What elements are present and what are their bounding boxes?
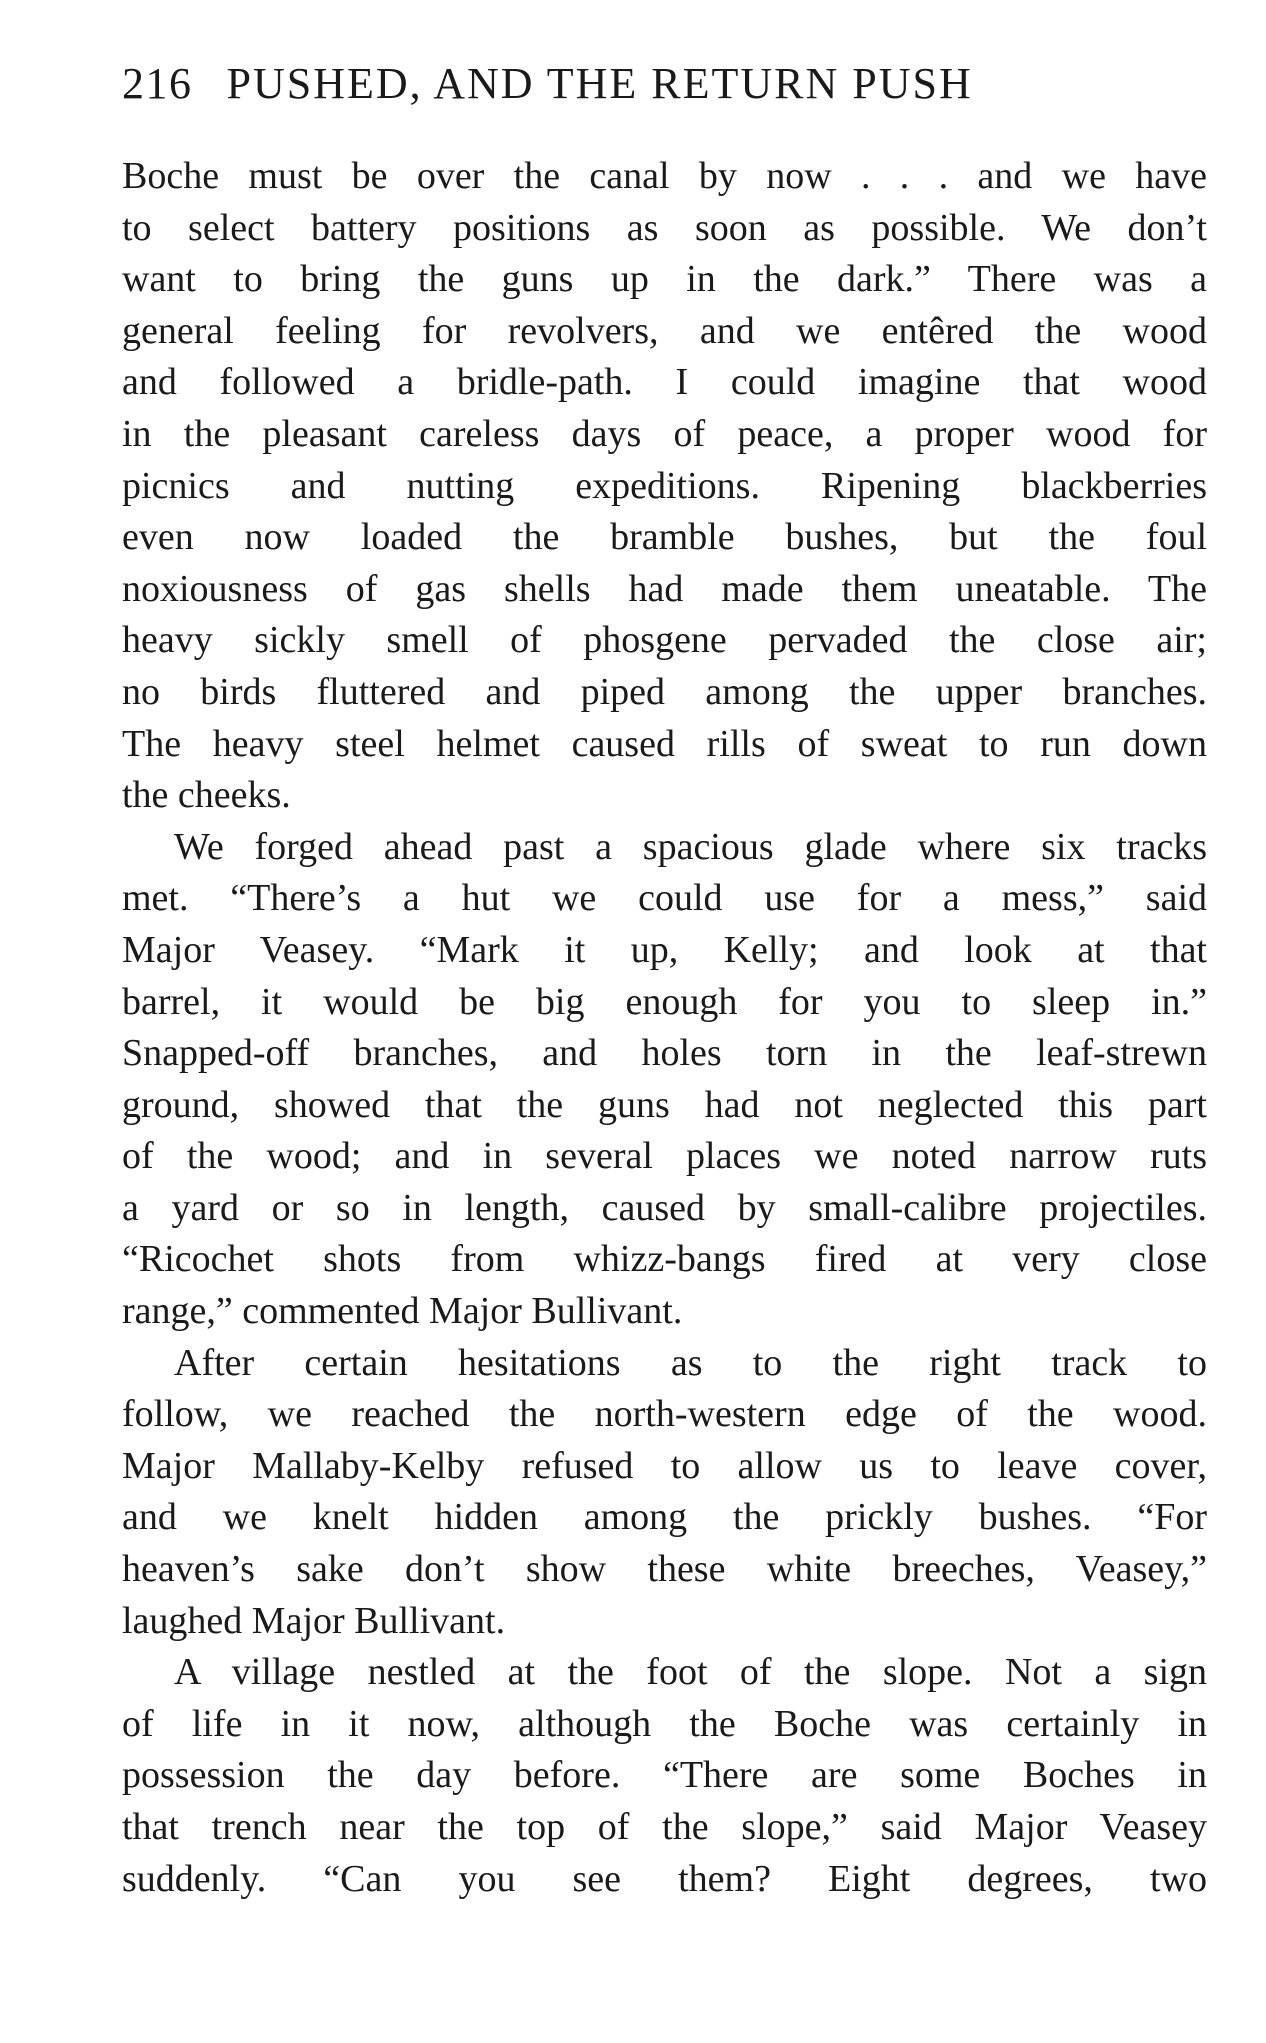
running-title: PUSHED, AND THE RETURN PUSH <box>226 59 973 108</box>
text-line: picnics and nutting expeditions. Ripening blackberries <box>122 464 1207 507</box>
page-number: 216 <box>122 59 193 108</box>
text-line: follow, we reached the north-western edge of the wood. <box>122 1393 1207 1436</box>
paragraph-start-line: We forged ahead past a spacious glade where six tracks <box>174 825 1207 868</box>
text-line: heavy sickly smell of phosgene pervaded the close air; <box>122 619 1207 662</box>
running-head <box>122 54 1207 114</box>
text-line: the cheeks. <box>122 774 291 817</box>
body-text <box>122 151 1207 1905</box>
text-line: of the wood; and in several places we noted narrow ruts <box>122 1135 1207 1178</box>
text-line: barrel, it would be big enough for you to sleep in.” <box>122 980 1207 1023</box>
text-line: Major Veasey. “Mark it up, Kelly; and look at that <box>122 928 1207 971</box>
text-line: ground, showed that the guns had not neglected this part <box>122 1083 1207 1126</box>
text-line: of life in it now, although the Boche was certainly in <box>122 1702 1207 1745</box>
paragraph-start-line: After certain hesitations as to the right track to <box>174 1341 1207 1384</box>
text-line: Snapped-off branches, and holes torn in the leaf-strewn <box>122 1032 1207 1075</box>
text-line: met. “There’s a hut we could use for a mess,” said <box>122 877 1207 920</box>
text-line: Boche must be over the canal by now . . . and we have <box>122 155 1207 197</box>
text-line: Major Mallaby-Kelby refused to allow us to leave cover, <box>122 1444 1207 1487</box>
text-line: suddenly. “Can you see them? Eight degrees, two <box>122 1857 1207 1900</box>
text-line: to select battery positions as soon as possible. We don’t <box>122 206 1207 249</box>
text-line: laughed Major Bullivant. <box>122 1599 506 1642</box>
text-line: range,” commented Major Bullivant. <box>122 1290 683 1333</box>
text-line: “Ricochet shots from whizz-bangs fired at very close <box>122 1238 1207 1281</box>
text-line: noxiousness of gas shells had made them uneatable. The <box>122 567 1207 610</box>
text-line: in the pleasant careless days of peace, a proper wood for <box>122 412 1207 455</box>
text-line: heaven’s sake don’t show these white breeches, Veasey,” <box>122 1548 1207 1591</box>
text-line: and followed a bridle-path. I could imagine that wood <box>122 361 1207 404</box>
text-line: a yard or so in length, caused by small-calibre projectiles. <box>122 1186 1207 1229</box>
text-line: even now loaded the bramble bushes, but the foul <box>122 516 1207 559</box>
text-line: and we knelt hidden among the prickly bushes. “For <box>122 1496 1207 1539</box>
text-line: possession the day before. “There are some Boches in <box>122 1754 1207 1797</box>
text-line: The heavy steel helmet caused rills of sweat to run down <box>122 722 1207 765</box>
text-line: want to bring the guns up in the dark.” There was a <box>122 258 1207 301</box>
text-line: no birds fluttered and piped among the upper branches. <box>122 670 1207 713</box>
text-line: that trench near the top of the slope,” said Major Veasey <box>122 1806 1207 1848</box>
text-line: general feeling for revolvers, and we entêred the wood <box>122 309 1207 352</box>
paragraph-start-line: A village nestled at the foot of the slope. Not a sign <box>174 1651 1207 1694</box>
